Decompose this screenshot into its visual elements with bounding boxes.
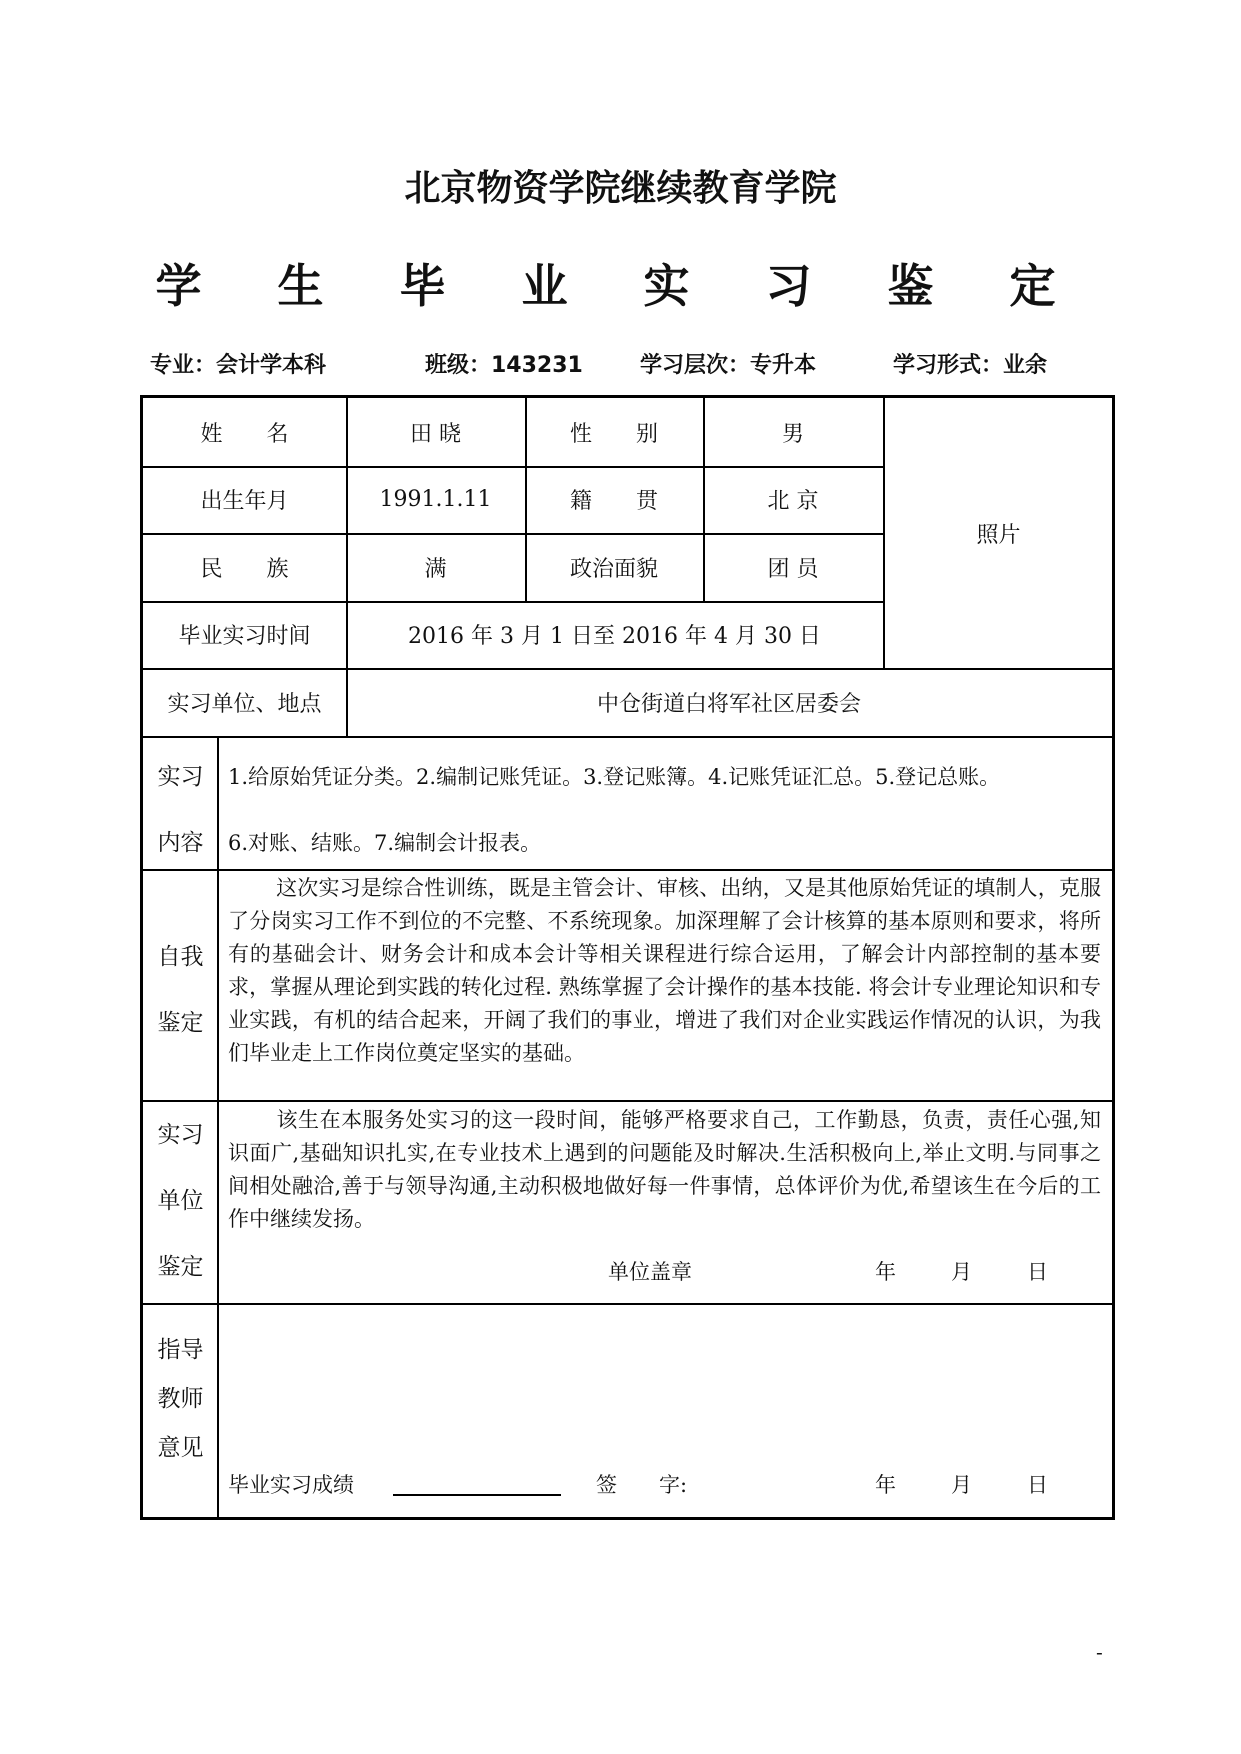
internship-unit-value: 中仓街道白将军社区居委会 [596, 691, 861, 717]
score-blank[interactable] [393, 1494, 561, 1496]
internship-period-value: 2016 年 3 月 1 日至 2016 年 4 月 30 日 [408, 624, 821, 649]
teacher-day: 日 [1027, 1473, 1048, 1497]
name-label: 姓 名 [200, 421, 289, 447]
gender-value: 男 [781, 421, 804, 447]
document-title: 学 生 毕 业 实 习 鉴 定 [155, 259, 1086, 313]
ethnicity-label: 民 族 [200, 556, 289, 582]
photo-placeholder: 照片 [976, 522, 1021, 548]
score-label: 毕业实习成绩 [228, 1473, 354, 1497]
institution-title: 北京物资学院继续教育学院 [404, 168, 837, 209]
appraisal-form [140, 395, 1115, 1520]
class-field: 班级：143231 [425, 353, 583, 378]
teacher-month: 月 [951, 1473, 972, 1497]
native-place-label: 籍 贯 [569, 489, 658, 514]
unit-eval-month: 月 [951, 1260, 972, 1284]
self-eval-text: 这次实习是综合性训练，既是主管会计、审核、出纳，又是其他原始凭证的填制人，克服了分岗实习工作不到位的不完整、不系统现象。加深理解了会计核算的基本原则和要求，将所有的基础会计、财务会计和成本会计等相关课程进行综合运用，了解会计内部控制的基本要求，掌握从理论到实践的转化过程. 熟练掌握了会计操作的基本技能. 将会计专业理论知识和专业实践，有机的结合起来，开阔了我们的事业，增进了我们对企业实践运作情况的认识，为我们毕业走上工作岗位奠定坚实的基础。 [228, 876, 1101, 1065]
study-form-field: 学习形式：业余 [893, 353, 1048, 378]
content-label: 实习 内容 [157, 764, 204, 856]
level-field: 学习层次：专升本 [640, 353, 817, 378]
internship-unit-label: 实习单位、地点 [167, 691, 322, 717]
ethnicity-value: 满 [424, 556, 447, 582]
teacher-year: 年 [875, 1473, 896, 1497]
name-value: 田 晓 [410, 421, 461, 447]
birth-label: 出生年月 [200, 489, 289, 514]
unit-seal-label: 单位盖章 [608, 1260, 692, 1284]
self-eval-label: 自我 鉴定 [157, 944, 204, 1036]
major-field: 专业：会计学本科 [150, 353, 327, 378]
content-line-1: 1.给原始凭证分类。2.编制记账凭证。3.登记账簿。4.记账凭证汇总。5.登记总账。 [228, 765, 1001, 789]
content-line-2: 6.对账、结账。7.编制会计报表。 [228, 831, 542, 855]
birth-value: 1991.1.11 [379, 487, 492, 512]
unit-eval-day: 日 [1027, 1260, 1048, 1284]
unit-eval-label: 实习 单位 鉴定 [157, 1122, 204, 1280]
footer-mark: - [1096, 1640, 1103, 1664]
gender-label: 性 别 [569, 421, 658, 447]
political-status-value: 团 员 [767, 556, 819, 582]
unit-eval-year: 年 [875, 1260, 896, 1284]
unit-eval-text: 该生在本服务处实习的这一段时间，能够严格要求自己，工作勤恳，负责，责任心强,知识面广,基础知识扎实,在专业技术上遇到的问题能及时解决.生活积极向上,举止文明.与同事之间相处融洽,善于与领导沟通,主动积极地做好每一件事情，总体评价为优,希望该生在今后的工作中继续发扬。 [228, 1108, 1101, 1231]
native-place-value: 北 京 [767, 489, 819, 514]
teacher-opinion-label: 指导 教师 意见 [157, 1337, 204, 1461]
internship-period-label: 毕业实习时间 [178, 624, 311, 649]
signature-label: 签 字: [596, 1473, 688, 1497]
political-status-label: 政治面貌 [569, 556, 658, 582]
